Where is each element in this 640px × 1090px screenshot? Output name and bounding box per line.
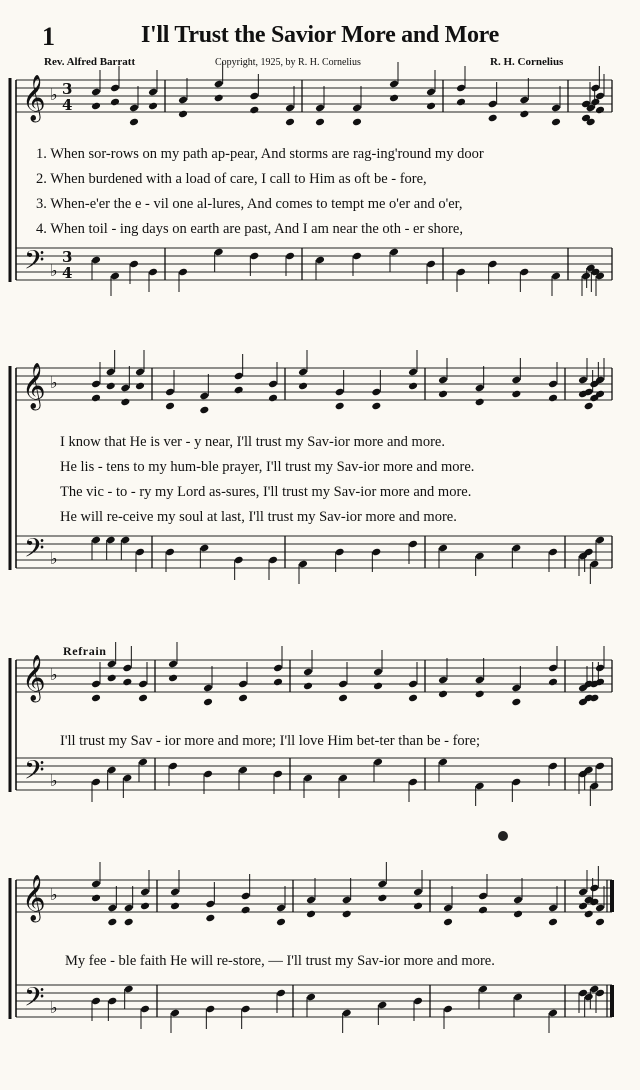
verse-line: 1. When sor-rows on my path ap-pear, And storms are rag-ing'round my door bbox=[36, 146, 484, 162]
note-head bbox=[548, 394, 558, 403]
flat-sign-icon: ♭ bbox=[50, 885, 58, 904]
note-head bbox=[91, 694, 101, 703]
note-head bbox=[122, 678, 132, 687]
note-head bbox=[475, 398, 485, 407]
note-head bbox=[438, 390, 448, 399]
refrain-line: I'll trust my Sav - ior more and more; I'll love Him bet-ter than be - fore; bbox=[60, 733, 480, 749]
note-head bbox=[238, 694, 248, 703]
note-head bbox=[120, 398, 130, 407]
note-head bbox=[140, 902, 150, 911]
bass-clef-icon: 𝄢 bbox=[24, 244, 45, 282]
note-head bbox=[408, 382, 418, 391]
note-head bbox=[165, 402, 175, 411]
verse-line: He lis - tens to my hum-ble prayer, I'll trust my Sav-ior more and more. bbox=[60, 459, 475, 475]
note-head bbox=[170, 902, 180, 911]
note-head bbox=[519, 110, 529, 119]
flat-sign-icon: ♭ bbox=[50, 998, 58, 1017]
verse-line: 3. When-e'er the e - vil one al-lures, And comes to tempt me o'er and o'er, bbox=[36, 196, 463, 212]
note-head bbox=[511, 698, 521, 707]
note-head bbox=[443, 918, 453, 927]
treble-clef-icon: 𝄞 bbox=[22, 75, 46, 121]
ink-spot bbox=[498, 831, 508, 841]
flat-sign-icon: ♭ bbox=[50, 549, 58, 568]
note-head bbox=[168, 674, 178, 683]
note-head bbox=[91, 894, 101, 903]
note-head bbox=[285, 118, 295, 127]
note-head bbox=[138, 694, 148, 703]
note-head bbox=[548, 678, 558, 687]
note-head bbox=[249, 106, 259, 115]
treble-clef-icon: 𝄞 bbox=[22, 655, 46, 701]
hymn-title: I'll Trust the Savior More and More bbox=[141, 22, 499, 48]
verse-line: 4. When toil - ing days on earth are past, And I am near the oth - er shore, bbox=[36, 221, 463, 237]
note-head bbox=[148, 102, 158, 111]
words-credit: Rev. Alfred Barratt bbox=[44, 56, 136, 68]
verse-line: The vic - to - ry my Lord as-sures, I'll trust my Sav-ior more and more. bbox=[60, 484, 472, 500]
note-head bbox=[107, 918, 117, 927]
time-signature-icon: 4 bbox=[62, 264, 73, 282]
verse-line: 2. When burdened with a load of care, I call to Him as oft be - fore, bbox=[36, 171, 427, 187]
flat-sign-icon: ♭ bbox=[50, 771, 58, 790]
flat-sign-icon: ♭ bbox=[50, 261, 58, 280]
note-head bbox=[315, 118, 325, 127]
note-head bbox=[178, 110, 188, 119]
note-head bbox=[205, 914, 215, 923]
note-head bbox=[110, 98, 120, 107]
note-head bbox=[589, 694, 599, 703]
note-head bbox=[335, 402, 345, 411]
verse-line: He will re-ceive my soul at last, I'll trust my Sav-ior more and more. bbox=[60, 509, 457, 525]
note-head bbox=[548, 918, 558, 927]
note-head bbox=[214, 94, 224, 103]
note-head bbox=[413, 902, 423, 911]
time-signature-icon: 4 bbox=[62, 96, 73, 114]
note-head bbox=[298, 382, 308, 391]
note-head bbox=[91, 102, 101, 111]
refrain-label: Refrain bbox=[63, 644, 107, 658]
note-head bbox=[234, 386, 244, 395]
note-head bbox=[203, 698, 213, 707]
note-head bbox=[551, 118, 561, 127]
bass-clef-icon: 𝄢 bbox=[24, 981, 45, 1019]
note-head bbox=[513, 910, 523, 919]
note-head bbox=[306, 910, 316, 919]
treble-clef-icon: 𝄞 bbox=[22, 363, 46, 409]
note-head bbox=[303, 682, 313, 691]
note-head bbox=[584, 402, 594, 411]
note-head bbox=[475, 690, 485, 699]
note-head bbox=[389, 94, 399, 103]
note-head bbox=[268, 394, 278, 403]
flat-sign-icon: ♭ bbox=[50, 665, 58, 684]
note-head bbox=[107, 674, 117, 683]
note-head bbox=[273, 678, 283, 687]
note-head bbox=[456, 98, 466, 107]
note-head bbox=[595, 106, 605, 115]
note-head bbox=[135, 382, 145, 391]
bass-clef-icon: 𝄢 bbox=[24, 532, 45, 570]
note-head bbox=[276, 918, 286, 927]
flat-sign-icon: ♭ bbox=[50, 373, 58, 392]
time-signature-icon: 3 bbox=[62, 248, 73, 266]
note-head bbox=[342, 910, 352, 919]
copyright-notice: Copyright, 1925, by R. H. Cornelius bbox=[215, 57, 361, 68]
note-head bbox=[426, 102, 436, 111]
bass-clef-icon: 𝄢 bbox=[24, 754, 45, 792]
note-head bbox=[371, 402, 381, 411]
flat-sign-icon: ♭ bbox=[50, 85, 58, 104]
note-head bbox=[488, 114, 498, 123]
note-head bbox=[408, 694, 418, 703]
note-head bbox=[595, 918, 605, 927]
note-head bbox=[352, 118, 362, 127]
note-head bbox=[338, 694, 348, 703]
note-head bbox=[129, 118, 139, 127]
note-head bbox=[199, 406, 209, 415]
note-head bbox=[124, 918, 134, 927]
verse-line: I know that He is ver - y near, I'll trust my Sav-ior more and more. bbox=[60, 434, 445, 450]
note-head bbox=[91, 394, 101, 403]
note-head bbox=[377, 894, 387, 903]
refrain-line: My fee - ble faith He will re-store, — I'll trust my Sav-ior more and more. bbox=[65, 953, 495, 969]
note-head bbox=[106, 382, 116, 391]
note-head bbox=[373, 682, 383, 691]
note-head bbox=[511, 390, 521, 399]
note-head bbox=[241, 906, 251, 915]
note-head bbox=[478, 906, 488, 915]
time-signature-icon: 3 bbox=[62, 80, 73, 98]
treble-clef-icon: 𝄞 bbox=[22, 875, 46, 921]
note-head bbox=[584, 910, 594, 919]
note-head bbox=[438, 690, 448, 699]
hymn-number: 1 bbox=[42, 22, 55, 51]
music-credit: R. H. Cornelius bbox=[490, 56, 564, 68]
